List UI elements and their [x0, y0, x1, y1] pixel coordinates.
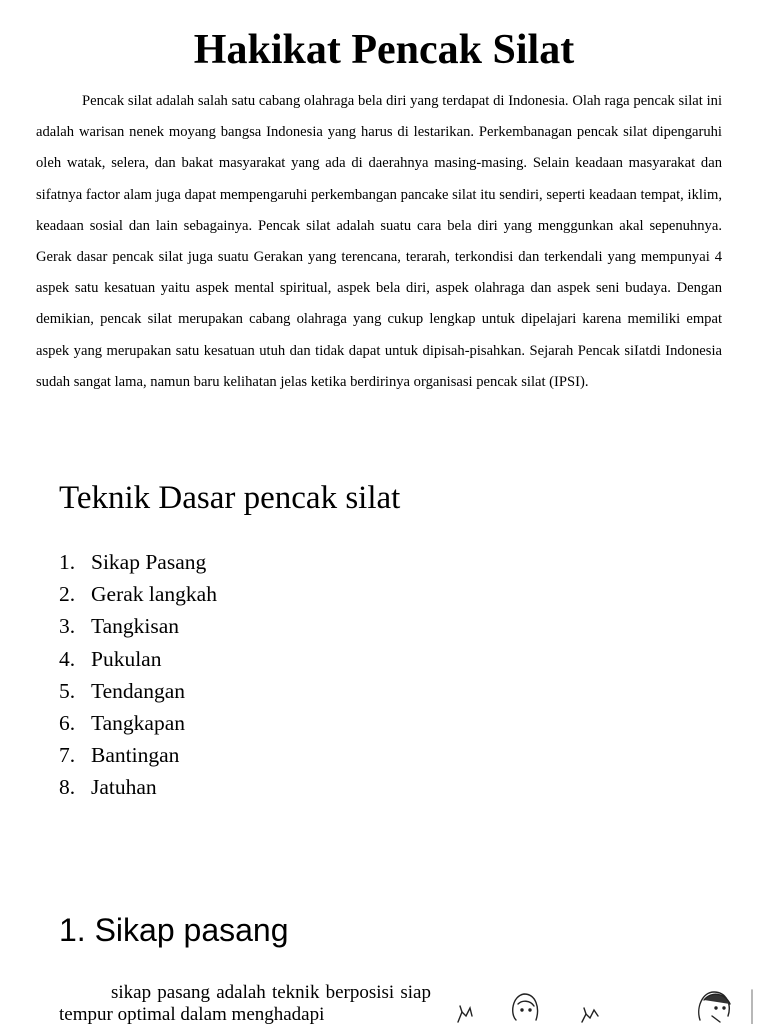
list-item-label: Sikap Pasang: [91, 550, 207, 574]
list-item-label: Jatuhan: [91, 775, 157, 800]
list-item-number: 8.: [59, 775, 76, 800]
list-item-label: Pukulan: [91, 646, 162, 671]
list-item-number: 2.: [59, 582, 76, 607]
list-item-number: 5.: [59, 678, 76, 703]
list-item-label: Tangkisan: [91, 614, 180, 639]
list-item: [59, 739, 217, 771]
list-item: [59, 643, 217, 675]
list-item: [59, 707, 217, 739]
martial-arts-stance-illustration: [450, 986, 768, 1024]
list-item-number: 1.: [59, 550, 76, 574]
list-item: [59, 610, 217, 642]
page-title: Hakikat Pencak Silat: [193, 27, 575, 73]
teknik-heading: Teknik Dasar pencak silat: [59, 480, 401, 516]
list-item-label: Tendangan: [91, 678, 186, 703]
intro-paragraph: Pencak silat adalah salah satu cabang olahraga bela diri yang terdapat di Indonesia. Olah raga pencak silat ini adalah warisan nenek moyang bangsa Indonesia yang harus di lestarikan. Perkembanagan pencak silat dipengaruhi oleh watak, selera, dan bakat masyarakat yang ada di daerahnya masing-masing. Selain keadaan masyarakat dan sifatnya factor alam juga dapat mempengaruhi perkembangan pancake silat itu sendiri, seperti keadaan tempat, iklim, keadaan sosial dan lain sebagainya. Pencak silat adalah suatu cara bela diri yang menggunkan akal sepenuhnya. Gerak dasar pencak silat juga suatu Gerakan yang terencana, terarah, terkondisi dan terkendali yang mempunyai 4 aspek satu kesatuan yaitu aspek mental spiritual, aspek bela diri, aspek olahraga dan aspek seni budaya. Dengan demikian, pencak silat merupakan cabang olahraga yang cukup lengkap untuk dipelajari karena memiliki empat aspek yang merupakan satu kesatuan utuh dan tidak dapat untuk dipisah-pisahkan. Sejarah Pencak siIatdi Indonesia sudah sangat lama, namun baru kelihatan jelas ketika berdirinya organisasi pencak silat (IPSI).: [36, 93, 722, 390]
list-item: [59, 546, 217, 578]
list-item-number: 3.: [59, 614, 76, 639]
list-item-label: Bantingan: [91, 743, 180, 768]
list-item: [59, 578, 217, 610]
sikap-pasang-paragraph: sikap pasang adalah teknik berposisi siap tempur optimal dalam menghadapi: [59, 982, 431, 1025]
stance-figures-icon: [450, 986, 768, 1024]
list-item: [59, 675, 217, 707]
list-item-number: 7.: [59, 743, 76, 768]
list-item-number: 6.: [59, 711, 76, 736]
list-item-number: 4.: [59, 646, 76, 671]
teknik-list: [59, 546, 217, 804]
sikap-pasang-heading: 1. Sikap pasang: [59, 912, 289, 948]
list-item-label: Gerak langkah: [91, 582, 217, 607]
list-item-label: Tangkapan: [91, 711, 186, 736]
list-item: [59, 771, 217, 803]
